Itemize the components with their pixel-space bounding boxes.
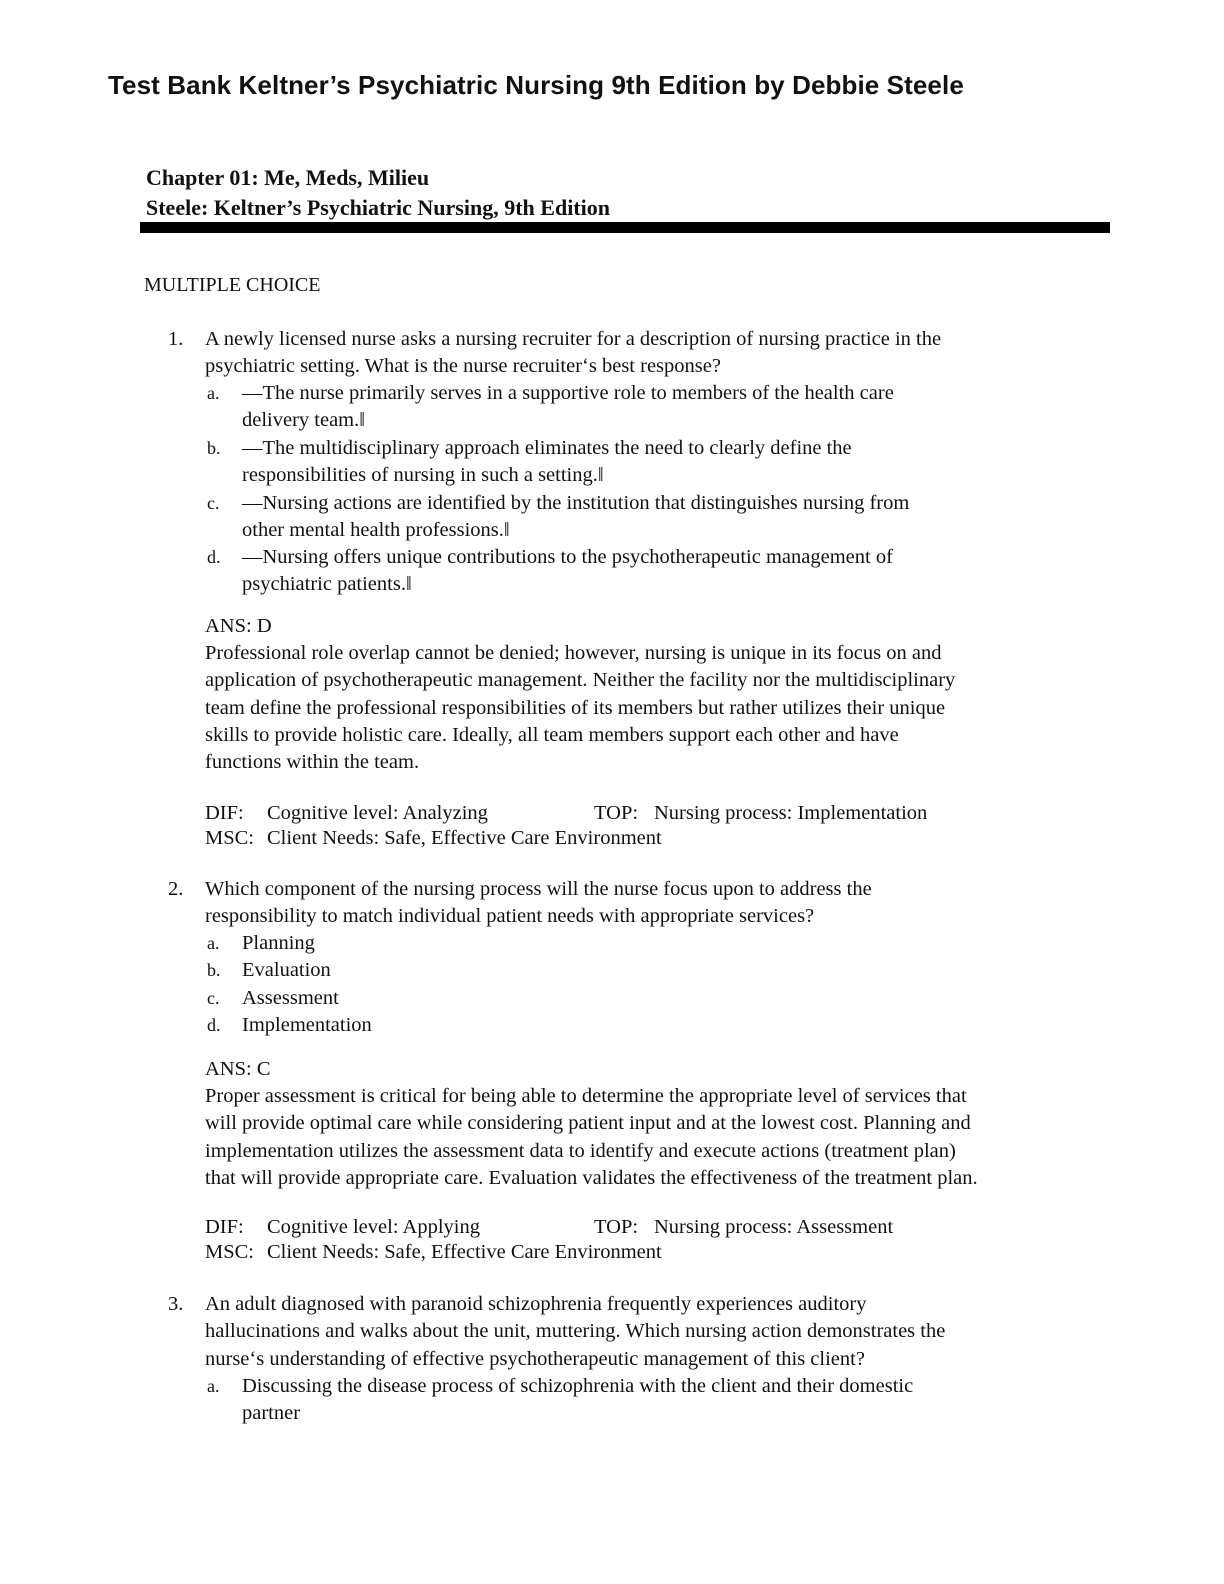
rationale-line: will provide optimal care while considering patient input and at the lowest cost. Planning and: [205, 1112, 971, 1135]
msc-label: MSC:: [205, 1241, 254, 1263]
rationale-line: application of psychotherapeutic management. Neither the facility nor the multidisciplinary: [205, 669, 956, 692]
option-text: Evaluation: [242, 959, 331, 981]
rationale: [205, 1083, 1105, 1192]
rationale-line: that will provide appropriate care. Evaluation validates the effectiveness of the treatment plan.: [205, 1166, 978, 1189]
option-line: other mental health professions.‖: [242, 519, 510, 542]
top-label: TOP:: [594, 802, 639, 824]
stem-line: Which component of the nursing process will the nurse focus upon to address the: [205, 878, 872, 900]
option-line: Discussing the disease process of schizophrenia with the client and their domestic: [242, 1375, 914, 1397]
dif-label: DIF:: [205, 802, 244, 824]
stem-line: nurse‘s understanding of effective psychotherapeutic management of this client?: [205, 1347, 865, 1370]
option-text: Implementation: [242, 1014, 372, 1036]
stem-line: responsibility to match individual patient needs with appropriate services?: [205, 905, 815, 928]
question-stem: [205, 326, 1105, 381]
msc-value: Client Needs: Safe, Effective Care Environment: [267, 1241, 662, 1263]
top-value: Nursing process: Assessment: [654, 1216, 894, 1238]
stem-line: An adult diagnosed with paranoid schizophrenia frequently experiences auditory: [205, 1293, 867, 1315]
option-letter: c.: [207, 988, 220, 1008]
option-letter: d.: [207, 1015, 221, 1035]
option-text: [242, 435, 1072, 490]
rationale: [205, 640, 1105, 776]
option-letter: c.: [207, 493, 220, 513]
chapter-header: [146, 163, 610, 223]
msc-value: Client Needs: Safe, Effective Care Environment: [267, 827, 662, 849]
option-text: [242, 490, 1072, 545]
option-text: [242, 380, 1072, 435]
option-line: psychiatric patients.‖: [242, 573, 412, 596]
chapter-title: Chapter 01: Me, Meds, Milieu: [146, 165, 430, 190]
dif-value: Cognitive level: Analyzing: [267, 802, 488, 824]
question-number: 1.: [168, 328, 184, 350]
rationale-line: team define the professional responsibilities of its members but rather utilizes their unique: [205, 696, 946, 719]
question-number: 2.: [168, 878, 184, 900]
option-line: ―The multidisciplinary approach eliminates the need to clearly define the: [242, 437, 852, 459]
option-letter: a.: [207, 383, 220, 403]
stem-line: A newly licensed nurse asks a nursing recruiter for a description of nursing practice in the: [205, 328, 942, 350]
document-title: Test Bank Keltner’s Psychiatric Nursing 9th Edition by Debbie Steele: [108, 70, 964, 100]
section-label: MULTIPLE CHOICE: [144, 274, 321, 296]
dif-label: DIF:: [205, 1216, 244, 1238]
answer-key: ANS: D: [205, 615, 272, 637]
option-letter: b.: [207, 960, 221, 980]
option-text: Planning: [242, 932, 315, 954]
rationale-line: implementation utilizes the assessment data to identify and execute actions (treatment plan): [205, 1139, 956, 1162]
rationale-line: Proper assessment is critical for being able to determine the appropriate level of services that: [205, 1085, 967, 1107]
rationale-line: skills to provide holistic care. Ideally, all team members support each other and have: [205, 723, 899, 746]
dif-value: Cognitive level: Applying: [267, 1216, 480, 1238]
option-letter: d.: [207, 547, 221, 567]
rationale-line: functions within the team.: [205, 751, 420, 774]
msc-label: MSC:: [205, 827, 254, 849]
option-letter: a.: [207, 933, 220, 953]
option-line: ―Nursing offers unique contributions to the psychotherapeutic management of: [242, 546, 893, 568]
question-stem: [205, 876, 1105, 931]
question-stem: [205, 1291, 1105, 1373]
stem-line: psychiatric setting. What is the nurse recruiter‘s best response?: [205, 355, 721, 378]
option-line: delivery team.‖: [242, 409, 366, 432]
option-line: partner: [242, 1402, 301, 1425]
option-line: responsibilities of nursing in such a setting.‖: [242, 464, 604, 487]
book-title: Steele: Keltner’s Psychiatric Nursing, 9th Edition: [146, 195, 610, 220]
option-text: Assessment: [242, 987, 339, 1009]
option-letter: b.: [207, 438, 221, 458]
header-rule: [140, 222, 1110, 233]
top-label: TOP:: [594, 1216, 639, 1238]
stem-line: hallucinations and walks about the unit, muttering. Which nursing action demonstrates the: [205, 1320, 946, 1343]
option-line: ―Nursing actions are identified by the institution that distinguishes nursing from: [242, 492, 910, 514]
option-letter: a.: [207, 1376, 220, 1396]
option-text: [242, 544, 1072, 599]
option-text: [242, 1373, 1072, 1428]
question-number: 3.: [168, 1293, 184, 1315]
option-line: ―The nurse primarily serves in a supportive role to members of the health care: [242, 382, 894, 404]
rationale-line: Professional role overlap cannot be denied; however, nursing is unique in its focus on and: [205, 642, 942, 664]
answer-key: ANS: C: [205, 1058, 271, 1080]
top-value: Nursing process: Implementation: [654, 802, 928, 824]
